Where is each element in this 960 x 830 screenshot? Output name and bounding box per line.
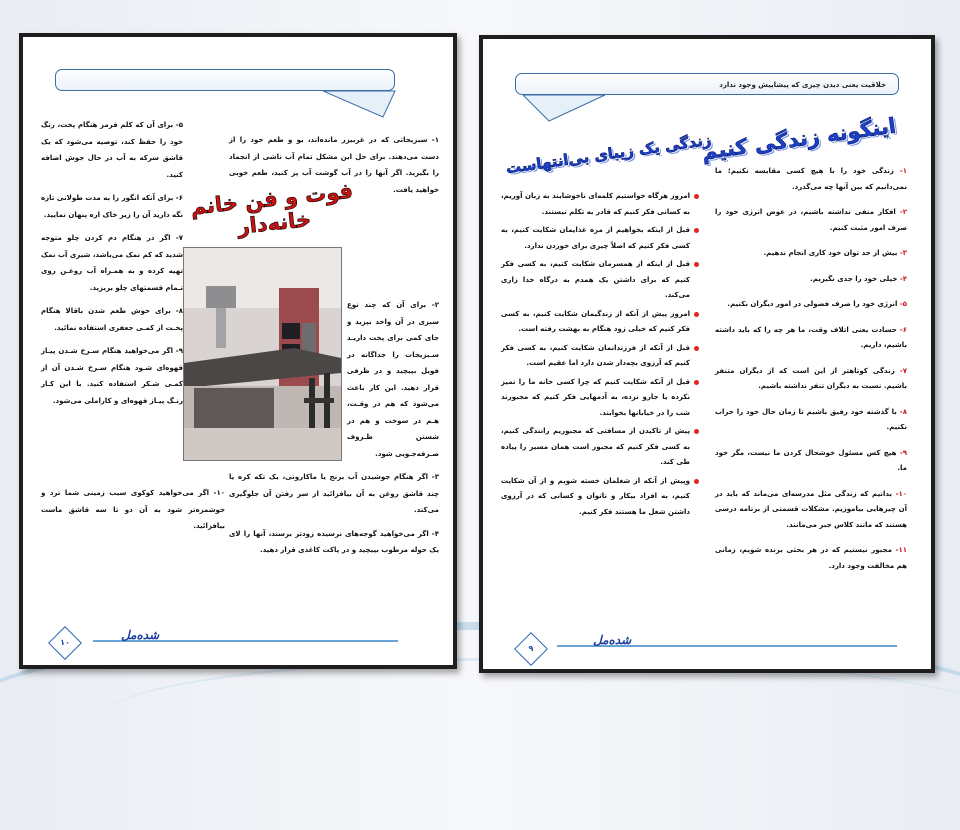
paragraph: ۹- اگر می‌خواهید هنگام سـرخ شـدن پیـاز قهوه‌ای شـود هنگام سـرخ شـدن آن از کمـی شـکر استفاده کنید. با این کـار رنـگ پیـاز قهوه‌ای و کاراملی می‌شود. (41, 347, 183, 405)
numbered-list-item (715, 543, 907, 574)
item-text: با گذشته خود رفیق باشیم تا زمان حال خود را خراب نکنیم. (715, 407, 907, 431)
paragraph: ۵- برای آن که کلم قرمز هنگام پخت، رنگ خود را حفظ کند، توصیه می‌شود که یک قاشق سرکه به آب در حال جوش اضافه کنید. (41, 121, 183, 179)
item-text: حسادت یعنی اتلاف وقت، ما هر چه را که باید داشته باشیم، داریم. (715, 325, 907, 349)
bullet-list-column (501, 189, 699, 523)
bullet-list-item: قبل از آنکه از فرزندانمان شکایت کنیم، به کسی فکر کنیم که آرزوی بچه‌دار شدن دارد اما عقیم است. (501, 341, 699, 372)
header-ribbon-tail (519, 93, 609, 125)
paragraph: ۴- اگر می‌خواهید گوجه‌های نرسیده زودتر برسند، آنها را لای یک حوله مرطوب بپیچید و در پاکت کاغذی قرار دهید. (229, 529, 439, 554)
numbered-list-item (715, 272, 907, 288)
numbered-list-item (715, 446, 907, 477)
numbered-list-item (715, 364, 907, 395)
item-number: ۸- (899, 407, 908, 416)
title-main: اینگونه زندگی کنیم (700, 113, 898, 165)
paragraph: ۱۰- اگر می‌خواهید کوکوی سیب زمینی شما ترد و خوشمزه‌تر شود به آن دو تا سه قاشق ماست بیافزائید. (41, 489, 225, 530)
item-number: ۲- (899, 208, 908, 216)
bullet-list-item: امروز پیش از آنکه از زندگیمان شکایت کنیم، به کسی فکر کنیم که خیلی زود هنگام به بهشت رفته است. (501, 307, 699, 338)
bullet-list-item: قبل از اینکه بخواهیم از مزه غذایمان شکایت کنیم، به کسی فکر کنیم که اصلاً چیزی برای خوردن ندارد. (501, 223, 699, 254)
numbered-list-item (715, 297, 907, 313)
bullet-list-item: پیش از تاکیدن از مسافتی که مجبوریم رانندگی کنیم، به کسی فکر کنیم که مجبور است همان مسیر را پیاده طی کند. (501, 424, 699, 471)
kitchen-photo (183, 247, 342, 461)
item-number: ۴- (899, 274, 907, 283)
item-text: بیش از حد توان خود کاری انجام ندهیم. (763, 249, 898, 257)
item-number: ۵- (899, 300, 907, 308)
header-bar (515, 73, 899, 95)
bullet-list (501, 189, 699, 520)
numbered-list-item (715, 205, 907, 236)
header-text: خلاقیت یعنی دیدن چیزی که پیشاپیش وجود ندارد (719, 81, 886, 89)
numbered-list-item (715, 164, 907, 195)
numbered-list-item (715, 246, 907, 262)
item-number: ۱۰- (895, 489, 908, 498)
item-text: زندگی کوتاهتر از این است که از دیگران متنفر باشیم. نسبت به دیگران تنفر نداشته باشیم. (715, 366, 907, 390)
footer-signature: شده‌مل (593, 633, 632, 647)
bullet-list-item: امروز هرگاه خواستیم کلمه‌ای ناخوشایند به زبان آوریم، به کسانی فکر کنیم که قادر به تکلم نیستند. (501, 189, 699, 220)
title-subtitle: زندگی یک زیبای بی‌انتهاست (504, 130, 713, 178)
item-text: مجبور نیستیم که در هر بحثی برنده شویم، زمانی هم مخالفت وجود دارد. (715, 546, 907, 570)
paragraph: ۲- برای آن که چند نوع سبزی در آن واحد بپزید و جای کمی برای پخت داریـد سـبزیجات را جداگانه در فویل بپیچید و در ظرفی قرار دهید. این کار باعث می‌شود که هم در وقـت، هـم در سوخت و هم در شستن ظـروف صـرفه‌جـویی شود. (347, 301, 439, 458)
page-right (479, 35, 935, 673)
header-bar (55, 69, 395, 91)
page-number: ۹ (528, 644, 534, 653)
item-number: ۱۱- (895, 546, 908, 554)
item-text: زندگی خود را با هیچ کسی مقایسه نکنیم؛ ما نمی‌دانیم که بین آنها چه می‌گذرد. (715, 167, 907, 191)
paragraph: ۳- اگر هنگام جوشیدن آب برنج یا ماکارونی، یک تکه کره یا چند قاشق روغن به آن بیافزائید از سر رفتن آن جلوگیری می‌کند. (229, 473, 439, 514)
header-ribbon-tail (323, 89, 403, 121)
numbered-list-column (715, 164, 907, 584)
text-column-left (41, 117, 183, 416)
footer-signature: شده‌مل (121, 628, 160, 642)
item-text: انرژی خود را صرف فضولی در امور دیگران نکنیم. (727, 300, 898, 308)
paragraph: ۷- اگر در هنگام دم کردن چلو متوجه شدید که کم نمک می‌باشد، شیری آب نمک تهیه کرده و به همـراه آب روغـن روی تـمام قسمتهای چلو بریزید. (41, 234, 183, 292)
numbered-list-item (715, 487, 907, 534)
item-number: ۱- (899, 167, 907, 175)
numbered-list (715, 164, 907, 574)
bullet-list-item: قبل از اینکه از همسرمان شکایت کنیم، به کسی فکر کنیم که برای داشتن یک همدم به درگاه خدا زاری می‌کند. (501, 257, 699, 304)
item-text: افکار منفی نداشته باشیم، در عوض انرژی خود را صرف امور مثبت کنیم. (715, 208, 907, 232)
kitchen-title: فوت و فن خانم خانه‌دار (189, 178, 355, 239)
page-number-badge (48, 626, 82, 660)
item-text: هیچ کس مسئول خوشحال کردن ما نیست، مگر خود ما. (715, 448, 907, 472)
text-column-left-bottom (41, 485, 225, 542)
item-number: ۹- (899, 448, 908, 457)
bullet-list-item: قبل از آنکه شکایت کنیم که چرا کسی خانه ما را تمیز نکرده یا جارو نزده، به آدمهایی فکر کنیم که مجبورند شب را در خیابانها بخوابند. (501, 375, 699, 422)
item-text: خیلی خود را جدی نگیریم. (810, 274, 898, 283)
item-number: ۶- (899, 325, 908, 334)
bullet-list-item: وپیش از آنکه از شغلمان خسته شویم و از آن شکایت کنیم، به افراد بیکار و ناتوان و کسانی که در آرزوی داشتن شغل ما هستند فکر کنیم. (501, 474, 699, 521)
page-number: ۱۰ (60, 638, 70, 647)
page-number-badge (514, 632, 548, 666)
item-number: ۷- (899, 366, 907, 375)
page-left (19, 33, 457, 669)
item-number: ۳- (899, 249, 907, 257)
paragraph: ۱- سبزیجاتی که در غربیزر مانده‌اند، بو و طعم خود را از دست می‌دهند. برای حل این مشکل تمام آب ناشی از انجماد را بگیرید. اگر آنها را در آب گوشت آب پز کنید، طعم خوبی خواهید یافت. (229, 136, 439, 194)
item-text: بدانیم که زندگی مثل مدرسه‌ای می‌ماند که باید در آن چیزهایی بیاموزیم. مشکلات قسمتی از برنامه درسی هستند که مانند کلاس جبر می‌مانند. (715, 489, 907, 529)
paragraph: ۶- برای آنکه انگور را به مدت طولانی تازه نگه دارید آن را زیر خاک اره پنهان نمایید. (41, 194, 183, 219)
numbered-list-item (715, 323, 907, 354)
numbered-list-item (715, 405, 907, 436)
paragraph: ۸- برای خوش طعم شدن باقالا هنگام پخـت از کمـی جعفری استفاده نمائید. (41, 307, 183, 332)
background-swoosh (100, 657, 960, 780)
